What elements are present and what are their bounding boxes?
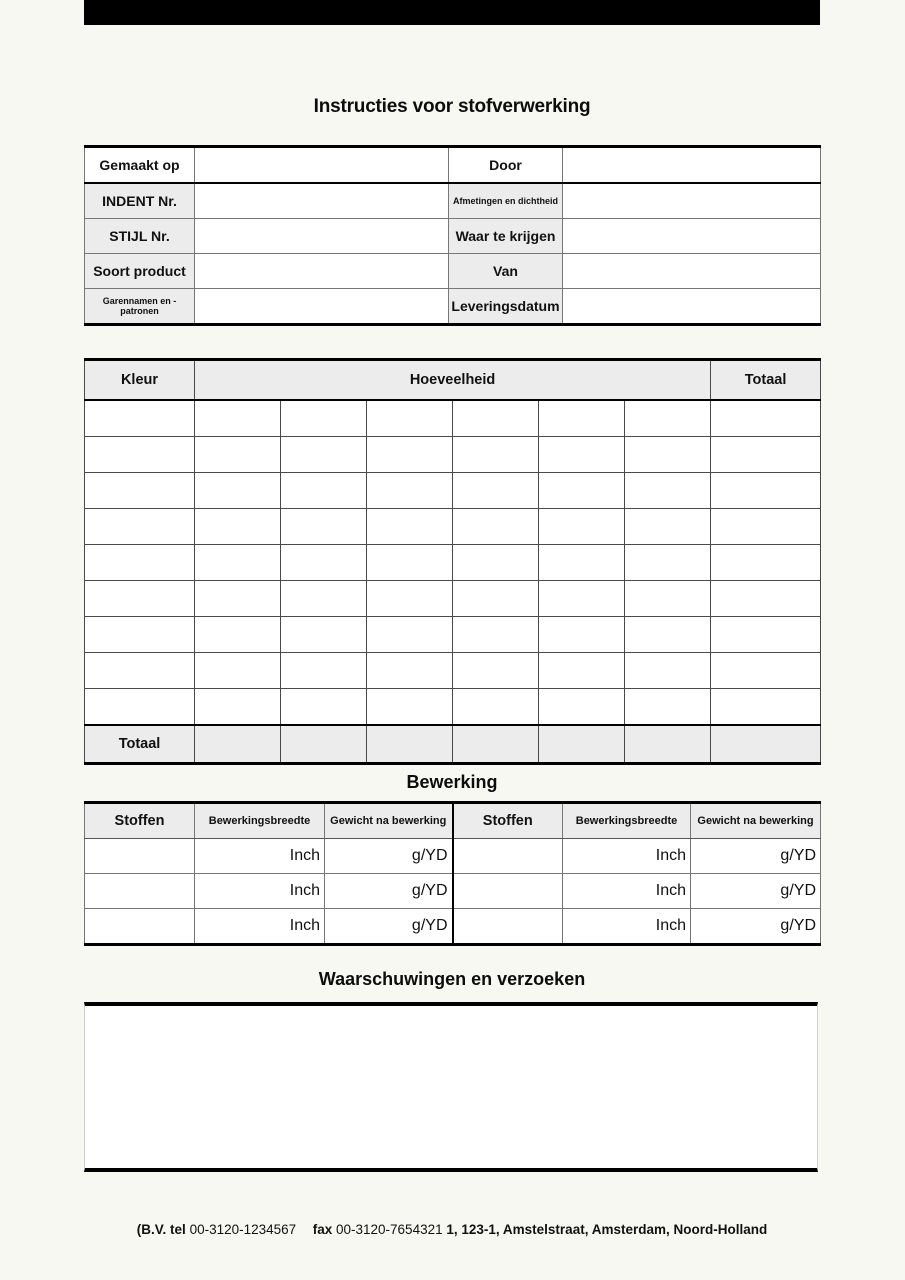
qty-cell[interactable] [281,617,367,653]
table-row [85,909,821,945]
qty-cell[interactable] [281,437,367,473]
color-quantity-table [84,358,821,765]
bw-cell-stof-left[interactable] [85,909,195,945]
info-value-indent-nr[interactable] [195,183,449,219]
bw-header-stoffen-left: Stoffen [85,803,195,839]
bw-header-breedte-left: Bewerkingsbreedte [195,803,325,839]
qty-cell[interactable] [453,689,539,726]
qty-cell[interactable] [625,437,711,473]
info-label-afmetingen-en-dichtheid: Afmetingen en dichtheid [449,183,563,219]
qty-cell[interactable] [539,581,625,617]
info-label-waar-te-krijgen: Waar te krijgen [449,219,563,254]
qty-cell[interactable] [195,437,281,473]
bw-header-breedte-right: Bewerkingsbreedte [563,803,691,839]
qty-cell[interactable] [453,509,539,545]
table-row [85,545,821,581]
table-row [85,581,821,617]
qty-cell[interactable] [625,400,711,437]
qty-cell[interactable] [625,689,711,726]
table-row [85,183,821,219]
table-row [85,400,821,437]
qty-total-cell[interactable] [195,725,281,764]
warnings-textarea[interactable] [84,1002,818,1172]
qty-cell[interactable] [453,617,539,653]
qty-cell[interactable] [625,545,711,581]
qty-cell-kleur[interactable] [85,509,195,545]
qty-cell-kleur[interactable] [85,617,195,653]
bw-header-gewicht-right: Gewicht na bewerking [691,803,821,839]
qty-cell[interactable] [281,581,367,617]
qty-cell-kleur[interactable] [85,545,195,581]
bw-unit-inch-right[interactable]: Inch [563,874,691,909]
bw-unit-inch-left[interactable]: Inch [195,909,325,945]
qty-cell[interactable] [195,653,281,689]
qty-cell-kleur[interactable] [85,653,195,689]
bw-unit-inch-left[interactable]: Inch [195,839,325,874]
bw-unit-gyd-left[interactable]: g/YD [325,909,453,945]
qty-cell-totaal[interactable] [711,437,821,473]
info-label-garennamen-en-patronen: Garennamen en -patronen [85,289,195,325]
bw-cell-stof-left[interactable] [85,874,195,909]
qty-cell[interactable] [539,509,625,545]
qty-cell[interactable] [195,581,281,617]
table-row [85,874,821,909]
qty-cell[interactable] [367,617,453,653]
table-row [85,147,821,184]
qty-cell-totaal[interactable] [711,400,821,437]
bw-unit-gyd-left[interactable]: g/YD [325,839,453,874]
qty-cell[interactable] [539,653,625,689]
table-row [85,617,821,653]
qty-header-kleur: Kleur [85,360,195,401]
footer-fax-label: fax [312,1222,333,1237]
qty-cell[interactable] [453,653,539,689]
bw-unit-gyd-right[interactable]: g/YD [691,874,821,909]
table-row [85,219,821,254]
qty-cell[interactable] [281,400,367,437]
info-label-van: Van [449,254,563,289]
bw-unit-inch-right[interactable]: Inch [563,909,691,945]
qty-total-label: Totaal [85,725,195,764]
qty-cell-totaal[interactable] [711,473,821,509]
qty-cell[interactable] [367,689,453,726]
order-info-table [84,145,821,326]
qty-total-row [85,725,821,764]
warnings-section-title: Waarschuwingen en verzoeken [318,969,586,989]
bw-cell-stof-right[interactable] [453,909,563,945]
qty-cell[interactable] [367,653,453,689]
qty-cell[interactable] [281,689,367,726]
table-header-row [85,360,821,401]
bw-cell-stof-right[interactable] [453,839,563,874]
bewerking-table [84,801,821,946]
qty-cell-totaal[interactable] [711,617,821,653]
info-value-soort-product[interactable] [195,254,449,289]
footer-address: 1, 123-1, Amstelstraat, Amsterdam, Noord-Holland [446,1222,768,1237]
table-header-row [85,803,821,839]
page-title: Instructies voor stofverwerking [313,96,591,117]
info-label-leveringsdatum: Leveringsdatum [449,289,563,325]
qty-cell-kleur[interactable] [85,581,195,617]
table-row [85,839,821,874]
qty-cell[interactable] [539,437,625,473]
qty-cell-totaal[interactable] [711,689,821,726]
info-value-leveringsdatum[interactable] [563,289,821,325]
qty-cell[interactable] [625,473,711,509]
bw-header-stoffen-right: Stoffen [453,803,563,839]
qty-cell[interactable] [625,581,711,617]
info-value-door[interactable] [563,147,821,184]
qty-cell-totaal[interactable] [711,581,821,617]
qty-cell[interactable] [453,581,539,617]
qty-cell[interactable] [625,653,711,689]
table-row [85,509,821,545]
qty-cell[interactable] [195,473,281,509]
qty-cell[interactable] [195,509,281,545]
qty-cell-totaal[interactable] [711,545,821,581]
qty-cell[interactable] [367,473,453,509]
footer-contact [84,1222,820,1237]
qty-cell-totaal[interactable] [711,509,821,545]
qty-cell[interactable] [195,400,281,437]
bw-unit-inch-left[interactable]: Inch [195,874,325,909]
bw-unit-gyd-right[interactable]: g/YD [691,909,821,945]
footer-company-prefix: (B.V. tel [136,1222,186,1237]
bw-header-gewicht-left: Gewicht na bewerking [325,803,453,839]
qty-cell[interactable] [281,509,367,545]
qty-cell-kleur[interactable] [85,473,195,509]
qty-cell[interactable] [539,689,625,726]
qty-cell[interactable] [625,509,711,545]
table-row [85,254,821,289]
info-label-indent-nr: INDENT Nr. [85,183,195,219]
qty-cell[interactable] [281,545,367,581]
qty-cell[interactable] [367,581,453,617]
bw-unit-inch-right[interactable]: Inch [563,839,691,874]
bw-unit-gyd-left[interactable]: g/YD [325,874,453,909]
qty-cell[interactable] [195,545,281,581]
qty-total-grand-cell[interactable] [711,725,821,764]
info-value-stijl-nr[interactable] [195,219,449,254]
qty-cell[interactable] [539,400,625,437]
qty-total-cell[interactable] [281,725,367,764]
table-row [85,653,821,689]
qty-cell[interactable] [625,617,711,653]
qty-cell[interactable] [367,509,453,545]
info-label-soort-product: Soort product [85,254,195,289]
qty-cell[interactable] [539,545,625,581]
qty-cell-kleur[interactable] [85,437,195,473]
qty-cell[interactable] [367,437,453,473]
qty-cell[interactable] [453,545,539,581]
bw-unit-gyd-right[interactable]: g/YD [691,839,821,874]
qty-cell[interactable] [195,617,281,653]
qty-cell[interactable] [281,653,367,689]
footer-tel: 00-3120-1234567 [189,1222,297,1237]
qty-cell[interactable] [367,545,453,581]
qty-header-totaal: Totaal [711,360,821,401]
info-value-van[interactable] [563,254,821,289]
info-value-waar-te-krijgen[interactable] [563,219,821,254]
table-row [85,289,821,325]
bewerking-table-body [85,839,821,945]
qty-total-cell[interactable] [625,725,711,764]
qty-header-hoeveelheid: Hoeveelheid [195,360,711,401]
qty-total-cell[interactable] [453,725,539,764]
qty-total-cell[interactable] [539,725,625,764]
table-row [85,473,821,509]
table-row [85,689,821,726]
bewerking-section-title: Bewerking [406,772,498,792]
table-row [85,437,821,473]
info-label-stijl-nr: STIJL Nr. [85,219,195,254]
qty-cell-totaal[interactable] [711,653,821,689]
qty-cell[interactable] [281,473,367,509]
qty-table-body [85,400,821,764]
top-black-bar [84,0,820,25]
qty-cell[interactable] [539,617,625,653]
info-label-door: Door [449,147,563,184]
info-value-gemaakt-op[interactable] [195,147,449,184]
qty-cell[interactable] [453,473,539,509]
footer-fax: 00-3120-7654321 [336,1222,443,1237]
qty-cell-kleur[interactable] [85,400,195,437]
info-value-garennamen-en-patronen[interactable] [195,289,449,325]
qty-cell[interactable] [453,400,539,437]
bw-cell-stof-right[interactable] [453,874,563,909]
qty-cell[interactable] [453,437,539,473]
bw-cell-stof-left[interactable] [85,839,195,874]
qty-cell[interactable] [367,400,453,437]
qty-total-cell[interactable] [367,725,453,764]
qty-cell-kleur[interactable] [85,689,195,726]
info-value-afmetingen-en-dichtheid[interactable] [563,183,821,219]
qty-cell[interactable] [195,689,281,726]
info-label-gemaakt-op: Gemaakt op [85,147,195,184]
qty-cell[interactable] [539,473,625,509]
